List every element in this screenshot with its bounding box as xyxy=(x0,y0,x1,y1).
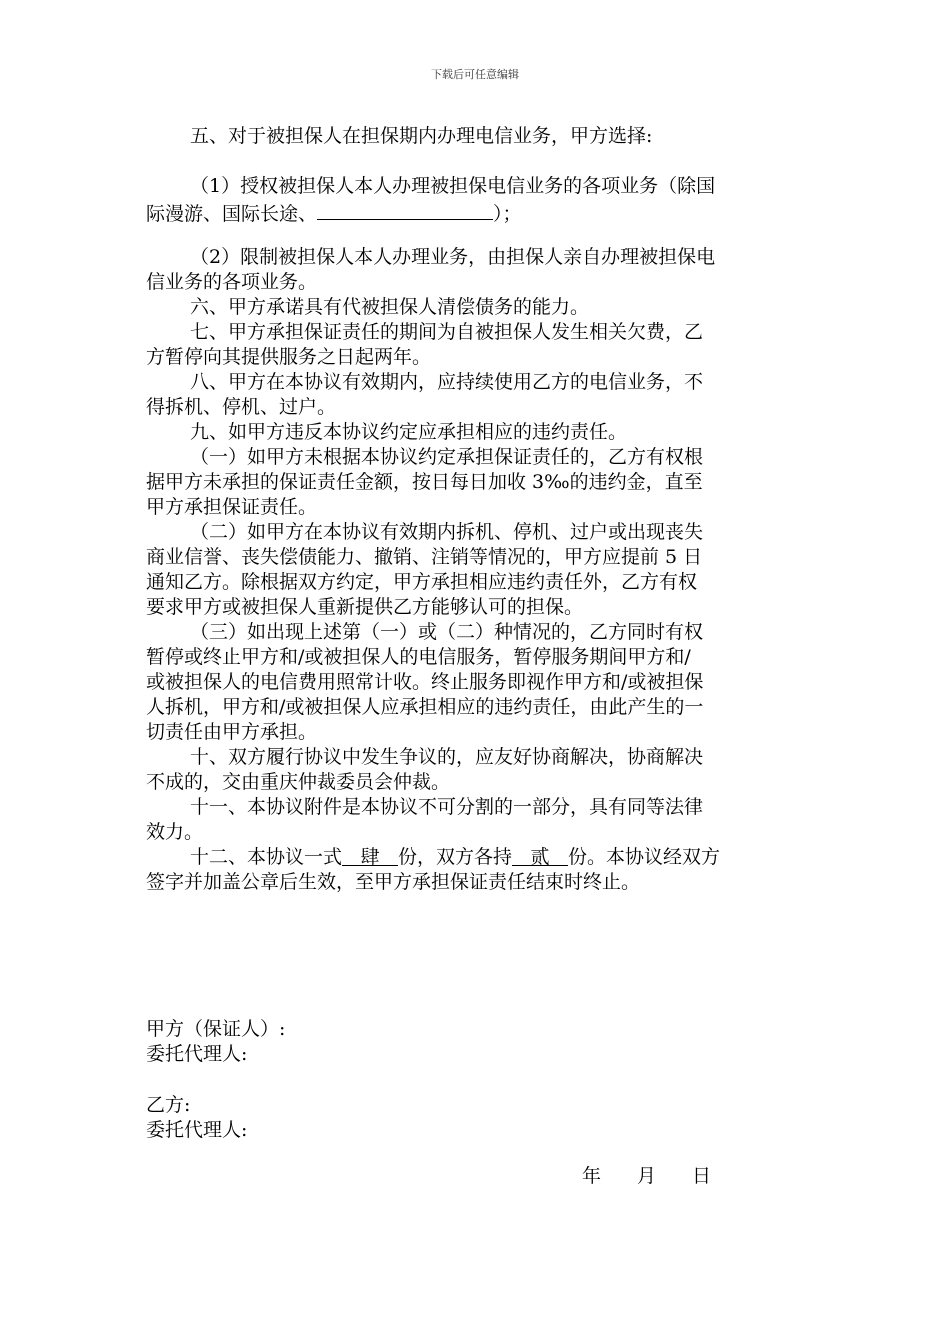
clause-11-line-1: 十一、本协议附件是本协议不可分割的一部分，具有同等法律 xyxy=(190,796,704,818)
clause-9-3-line-4: 人拆机，甲方和/或被担保人应承担相应的违约责任，由此产生的一 xyxy=(146,696,704,718)
clause-10-line-1: 十、双方履行协议中发生争议的，应友好协商解决，协商解决 xyxy=(190,746,704,768)
clause-9-1-line-3: 甲方承担保证责任。 xyxy=(146,496,318,518)
clause-9-3-line-1: （三）如出现上述第（一）或（二）种情况的，乙方同时有权 xyxy=(190,621,704,643)
party-a-label: 甲方（保证人）: xyxy=(146,1018,286,1040)
blank-line xyxy=(317,199,493,220)
party-b-label: 乙方: xyxy=(146,1094,191,1116)
clause-9-3-line-5: 切责任由甲方承担。 xyxy=(146,721,318,743)
date-day-label: 日 xyxy=(692,1165,712,1187)
clause-12-text-c: 份。本协议经双方 xyxy=(568,846,721,868)
clause-5-option-1-text: 际漫游、国际长途、 xyxy=(146,203,318,225)
clause-8-line-2: 得拆机、停机、过户。 xyxy=(146,396,337,418)
page-header-note: 下载后可任意编辑 xyxy=(431,68,519,81)
clause-9-2-line-4: 要求甲方或被担保人重新提供乙方能够认可的担保。 xyxy=(146,596,584,618)
clause-8-line-1: 八、甲方在本协议有效期内，应持续使用乙方的电信业务，不 xyxy=(190,371,704,393)
clause-9-2-line-1: （二）如甲方在本协议有效期内拆机、停机、过户或出现丧失 xyxy=(190,521,704,543)
clause-11-line-2: 效力。 xyxy=(146,821,204,843)
clause-12-line-2: 签字并加盖公章后生效，至甲方承担保证责任结束时终止。 xyxy=(146,871,641,893)
clause-9-2-line-2: 商业信誉、丧失偿债能力、撤销、注销等情况的，甲方应提前 5 日 xyxy=(146,546,703,568)
clause-7-line-2: 方暂停向其提供服务之日起两年。 xyxy=(146,346,432,368)
clause-9-2-line-3: 通知乙方。除根据双方约定，甲方承担相应违约责任外，乙方有权 xyxy=(146,571,698,593)
copies-each-field: 贰 xyxy=(512,845,568,866)
party-a-agent-label: 委托代理人: xyxy=(146,1043,248,1065)
clause-5-option-1-end: ）； xyxy=(493,203,522,225)
clause-9-1-line-2: 据甲方未承担的保证责任金额，按日每日加收 3‰的违约金，直至 xyxy=(146,471,703,493)
date-month-label: 月 xyxy=(637,1165,657,1187)
clause-5-title: 五、对于被担保人在担保期内办理电信业务，甲方选择: xyxy=(190,125,653,147)
clause-12-text-a: 十二、本协议一式 xyxy=(190,846,343,868)
clause-5-option-1-line-1: （1）授权被担保人本人办理被担保电信业务的各项业务（除国 xyxy=(190,175,716,197)
clause-12-text-b: 份，双方各持 xyxy=(398,846,513,868)
clause-5-option-2-line-1: （2）限制被担保人本人办理业务，由担保人亲自办理被担保电 xyxy=(190,246,716,268)
clause-7-line-1: 七、甲方承担保证责任的期间为自被担保人发生相关欠费，乙 xyxy=(190,321,704,343)
clause-9-1-line-1: （一）如甲方未根据本协议约定承担保证责任的，乙方有权根 xyxy=(190,446,704,468)
date-year-label: 年 xyxy=(582,1165,602,1187)
clause-5-option-1-line-2 xyxy=(146,199,950,227)
clause-5-option-2-line-2: 信业务的各项业务。 xyxy=(146,271,318,293)
clause-9: 九、如甲方违反本协议约定应承担相应的违约责任。 xyxy=(190,421,628,443)
clause-12-line-1 xyxy=(190,845,950,870)
party-b-agent-label: 委托代理人: xyxy=(146,1119,248,1141)
clause-9-3-line-2: 暂停或终止甲方和/或被担保人的电信服务，暂停服务期间甲方和/ xyxy=(146,646,691,668)
clause-10-line-2: 不成的，交由重庆仲裁委员会仲裁。 xyxy=(146,771,451,793)
clause-6: 六、甲方承诺具有代被担保人清偿债务的能力。 xyxy=(190,296,590,318)
copies-total-field: 肆 xyxy=(342,845,398,866)
clause-9-3-line-3: 或被担保人的电信费用照常计收。终止服务即视作甲方和/或被担保 xyxy=(146,671,704,693)
